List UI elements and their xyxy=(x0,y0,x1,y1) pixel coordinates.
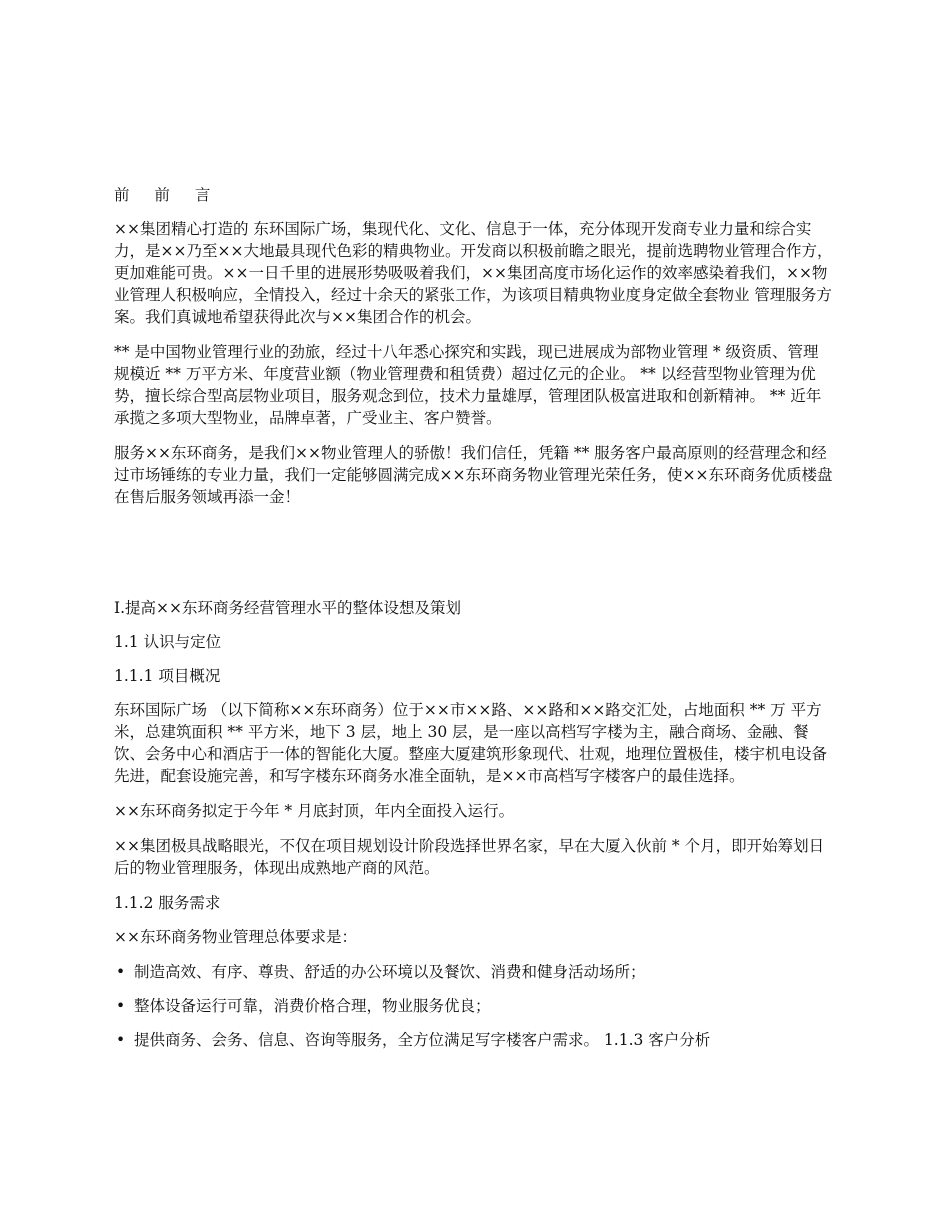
overview-paragraph-3: ××集团极具战略眼光，不仅在项目规划设计阶段选择世界名家，早在大厦入伙前 * 个月，即开始筹划日后的物业管理服务，体现出成熟地产商的风范。 xyxy=(114,837,825,877)
preface-paragraph-3: 服务××东环商务，是我们××物业管理人的骄傲！我们信任，凭籍 ** 服务客户最高原则的经营理念和经过市场锤练的专业力量，我们一定能够圆满完成××东环商务物业管理光荣任务，使××东环商务优质楼盘在售后服务领域再添一金！ xyxy=(114,444,833,506)
preface-title: 前 前 言 xyxy=(114,186,221,204)
bullet-icon: • xyxy=(116,997,126,1015)
subsection-1-1-1-title: 1.1.1 项目概况 xyxy=(114,667,221,685)
overview-paragraph-1: 东环国际广场 （以下简称××东环商务）位于××市××路、××路和××路交汇处，占地面积 ** 万 平方米，总建筑面积 ** 平方米，地下 3 层，地上 30 层，是一座以高档写字楼为主，融合商场、金融、餐饮、会务中心和酒店于一体的智能化大厦。整座大厦建筑形象现代、壮观，地理位置极佳，楼宇机电设备先进，配套设施完善，和写字楼东环商务水准全面轨，是××市高档写字楼客户的最佳选择。 xyxy=(114,701,828,785)
subsection-1-1-2-title: 1.1.2 服务需求 xyxy=(114,894,221,912)
section-gap xyxy=(114,521,834,597)
preface-paragraph-2: ** 是中国物业管理行业的劲旅，经过十八年悉心探究和实践，现已进展成为部物业管理 * 级资质、管理规模近 ** 万平方米、年度营业额（物业管理费和租赁费）超过亿元的企业。 ** 以经营型物业管理为优势，擅长综合型高层物业项目，服务观念到位，技术力量雄厚，管理团队极富进取和创新精神。 ** 近年承揽之多项大型物业，品牌卓著，广受业主、客户赞誉。 xyxy=(114,343,822,427)
bullet-icon: • xyxy=(116,963,126,981)
subsection-1-1-title: 1.1 认识与定位 xyxy=(114,633,222,651)
list-item-text: 整体设备运行可靠，消费价格合理，物业服务优良； xyxy=(134,997,491,1015)
document-page xyxy=(114,184,834,1063)
section-1-title: Ⅰ.提高××东环商务经营管理水平的整体设想及策划 xyxy=(114,599,462,617)
list-item-text: 制造高效、有序、尊贵、舒适的办公环境以及餐饮、消费和健身活动场所； xyxy=(134,963,646,981)
list-item-text: 提供商务、会务、信息、咨询等服务，全方位满足写字楼客户需求。 1.1.3 客户分析 xyxy=(134,1031,711,1049)
list-item xyxy=(114,1029,834,1051)
bullet-icon: • xyxy=(116,1031,126,1049)
overview-paragraph-2: ××东环商务拟定于今年 * 月底封顶，年内全面投入运行。 xyxy=(114,802,515,820)
requirements-list xyxy=(114,961,834,1051)
preface-paragraph-1: ××集团精心打造的 东环国际广场，集现代化、文化、信息于一体，充分体现开发商专业力量和综合实力，是××乃至××大地最具现代色彩的精典物业。开发商以积极前瞻之眼光，提前选聘物业管理合作方，更加难能可贵。××一日千里的进展形势吸吸着我们，××集团高度市场化运作的效率感染着我们，××物业管理人积极响应，全情投入，经过十余天的紧张工作，为该项目精典物业度身定做全套物业 管理服务方案。我们真诚地希望获得此次与××集团合作的机会。 xyxy=(114,220,833,326)
list-item xyxy=(114,961,834,983)
requirements-intro: ××东环商务物业管理总体要求是： xyxy=(114,928,357,946)
list-item xyxy=(114,995,834,1017)
